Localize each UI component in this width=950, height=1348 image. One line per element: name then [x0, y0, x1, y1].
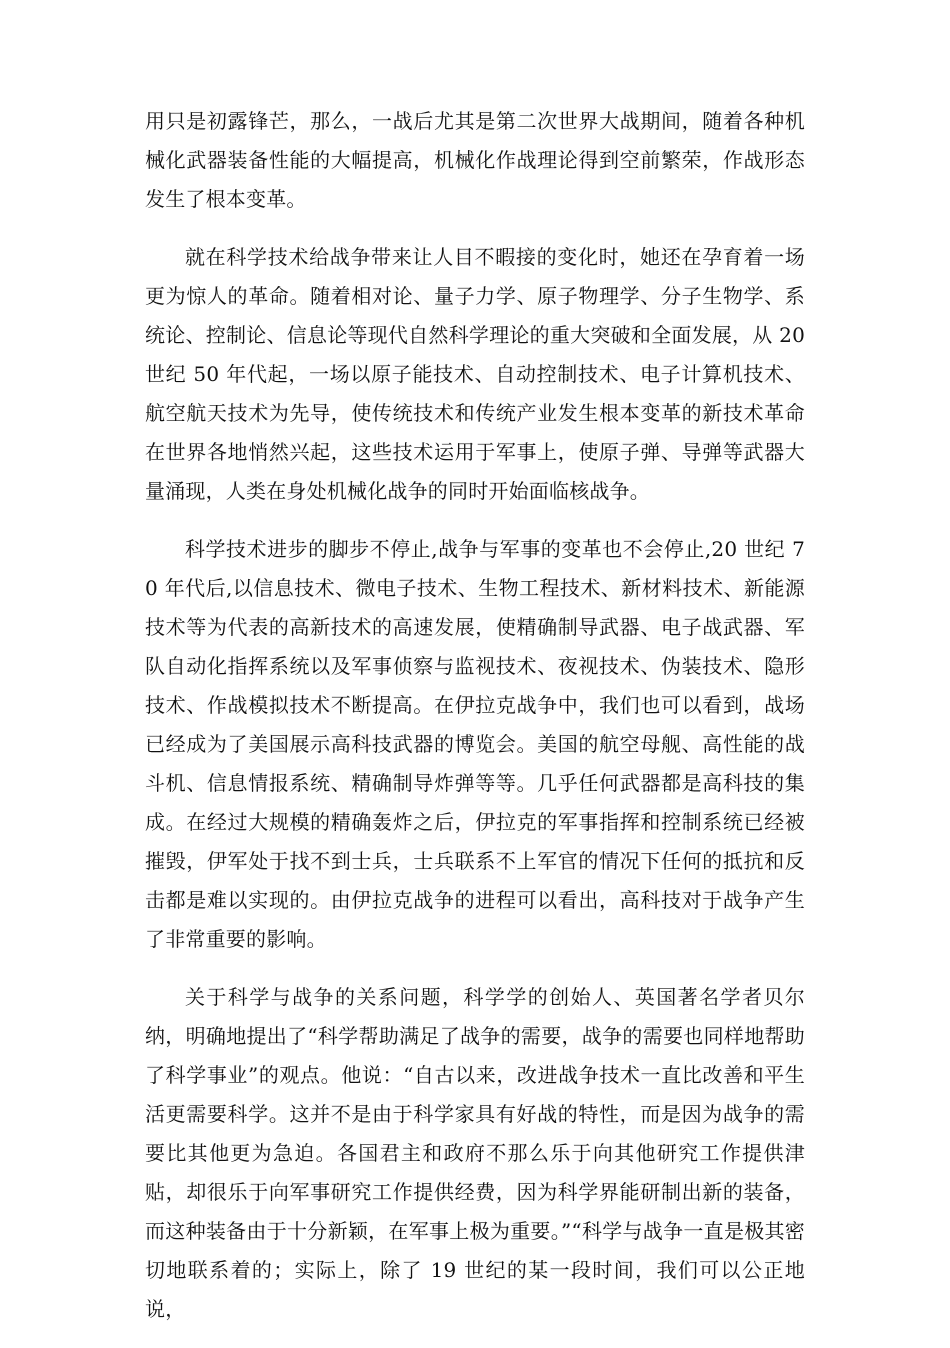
paragraph-4: 关于科学与战争的关系问题，科学学的创始人、英国著名学者贝尔纳，明确地提出了“科学帮助满足了战争的需要，战争的需要也同样地帮助了科学事业”的观点。他说：“自古以来，改进战争技术一直比改善和平生活更需要科学。这并不是由于科学家具有好战的特性，而是因为战争的需要比其他更为急迫。各国君主和政府不那么乐于向其他研究工作提供津贴，却很乐于向军事研究工作提供经费，因为科学界能研制出新的装备，而这种装备由于十分新颖，在军事上极为重要。”“科学与战争一直是极其密切地联系着的；实际上，除了 19 世纪的某一段时间，我们可以公正地说，: [145, 985, 805, 1321]
paragraph-2: 就在科学技术给战争带来让人目不暇接的变化时，她还在孕育着一场更为惊人的革命。随着相对论、量子力学、原子物理学、分子生物学、系统论、控制论、信息论等现代自然科学理论的重大突破和全面发展，从 20 世纪 50 年代起，一场以原子能技术、自动控制技术、电子计算机技术、航空航天技术为先导，使传统技术和传统产业发生根本变革的新技术革命在世界各地悄然兴起，这些技术运用于军事上，使原子弹、导弹等武器大量涌现，人类在身处机械化战争的同时开始面临核战争。: [145, 245, 805, 503]
paragraph-1: 用只是初露锋芒，那么，一战后尤其是第二次世界大战期间，随着各种机械化武器装备性能的大幅提高，机械化作战理论得到空前繁荣，作战形态发生了根本变革。: [145, 109, 805, 211]
paragraph-3: 科学技术进步的脚步不停止,战争与军事的变革也不会停止,20 世纪 70 年代后,以信息技术、微电子技术、生物工程技术、新材料技术、新能源技术等为代表的高新技术的高速发展，使精确制导武器、电子战武器、军队自动化指挥系统以及军事侦察与监视技术、夜视技术、伪装技术、隐形技术、作战模拟技术不断提高。在伊拉克战争中，我们也可以看到，战场已经成为了美国展示高科技武器的博览会。美国的航空母舰、高性能的战斗机、信息情报系统、精确制导炸弹等等。几乎任何武器都是高科技的集成。在经过大规模的精确轰炸之后，伊拉克的军事指挥和控制系统已经被摧毁，伊军处于找不到士兵，士兵联系不上军官的情况下任何的抵抗和反击都是难以实现的。由伊拉克战争的进程可以看出，高科技对于战争产生了非常重要的影响。: [145, 537, 805, 951]
document-page: [145, 102, 805, 1348]
